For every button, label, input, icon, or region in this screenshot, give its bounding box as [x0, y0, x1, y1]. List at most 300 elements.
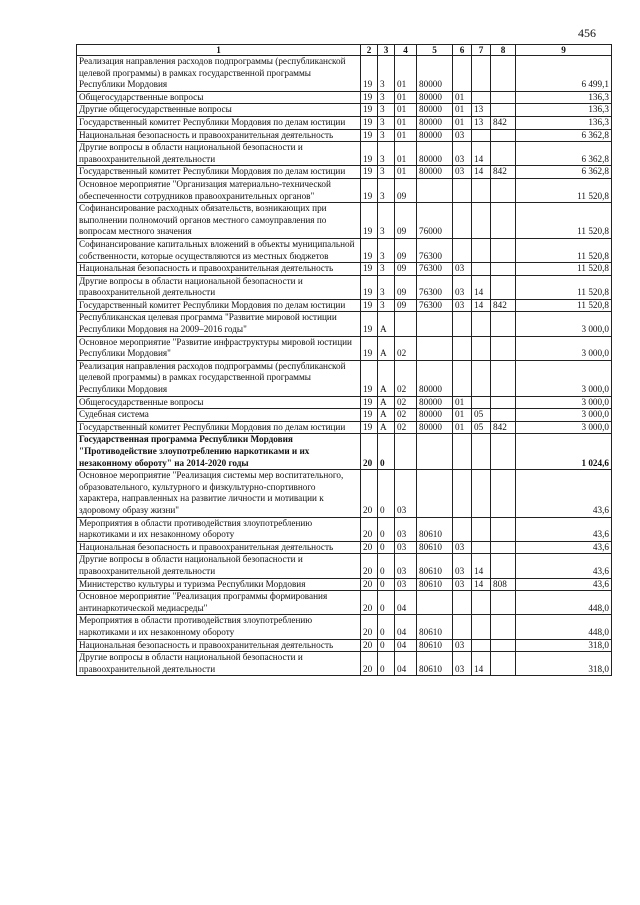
row-code-cell: 19 — [361, 263, 378, 276]
row-name-cell: Другие вопросы в области национальной безопасности и правоохранительной деятельности — [77, 554, 361, 578]
row-code-cell — [453, 517, 472, 541]
row-code-cell: 80000 — [417, 116, 453, 129]
row-code-cell: 03 — [453, 299, 472, 312]
row-code-cell — [491, 470, 516, 517]
row-code-cell: 03 — [395, 517, 417, 541]
row-code-cell: 0 — [378, 434, 395, 470]
row-amount-cell: 43,6 — [516, 470, 612, 517]
row-code-cell — [395, 434, 417, 470]
row-amount-cell: 6 362,8 — [516, 142, 612, 166]
table-row — [77, 275, 612, 299]
row-code-cell: 03 — [395, 541, 417, 554]
table-row — [77, 578, 612, 591]
row-code-cell: 04 — [395, 652, 417, 676]
row-code-cell: 3 — [378, 203, 395, 239]
row-code-cell: 20 — [361, 470, 378, 517]
row-code-cell: 03 — [395, 554, 417, 578]
row-code-cell: 3 — [378, 116, 395, 129]
row-name-cell: Мероприятия в области противодействия злоупотреблению наркотиками и их незаконному обороту — [77, 615, 361, 639]
row-code-cell: 09 — [395, 263, 417, 276]
row-name-cell: Реализация направления расходов подпрограммы (республиканской целевой программы) в рамках государственной программы Республики Мордовия — [77, 360, 361, 396]
row-name-cell: Основное мероприятие "Развитие инфраструктуры мировой юстиции Республики Мордовия" — [77, 336, 361, 360]
row-name-cell: Реализация направления расходов подпрограммы (республиканской целевой программы) в рамках государственной программы Республики Мордовия — [77, 56, 361, 92]
row-code-cell — [472, 178, 491, 202]
row-name-cell: Мероприятия в области противодействия злоупотреблению наркотиками и их незаконному обороту — [77, 517, 361, 541]
row-code-cell: 80000 — [417, 166, 453, 179]
table-row — [77, 312, 612, 336]
row-code-cell: 13 — [472, 116, 491, 129]
row-code-cell: 20 — [361, 554, 378, 578]
row-code-cell: 76300 — [417, 275, 453, 299]
table-body — [77, 56, 612, 676]
row-code-cell: 01 — [395, 129, 417, 142]
row-code-cell: 14 — [472, 554, 491, 578]
row-code-cell: А — [378, 312, 395, 336]
row-code-cell — [491, 396, 516, 409]
row-code-cell — [472, 336, 491, 360]
row-code-cell: 01 — [395, 166, 417, 179]
row-code-cell — [472, 360, 491, 396]
header-row — [77, 45, 612, 56]
row-code-cell: 20 — [361, 652, 378, 676]
row-code-cell: 3 — [378, 263, 395, 276]
row-name-cell: Общегосударственные вопросы — [77, 91, 361, 104]
row-code-cell — [491, 615, 516, 639]
row-code-cell: 03 — [453, 275, 472, 299]
row-name-cell: Национальная безопасность и правоохранительная деятельность — [77, 129, 361, 142]
row-amount-cell: 136,3 — [516, 91, 612, 104]
table-row — [77, 360, 612, 396]
row-code-cell: 14 — [472, 578, 491, 591]
row-name-cell: Основное мероприятие "Реализация системы мер воспитательного, образовательного, культурного и физкультурно-спортивного характера, направленных на развитие личности и мотивации к здоровому образу жизни" — [77, 470, 361, 517]
header-cell-7: 7 — [472, 45, 491, 56]
table-row — [77, 263, 612, 276]
row-name-cell: Другие вопросы в области национальной безопасности и правоохранительной деятельности — [77, 652, 361, 676]
row-code-cell: 19 — [361, 238, 378, 262]
row-code-cell: 05 — [472, 409, 491, 422]
row-code-cell — [472, 470, 491, 517]
row-code-cell: 19 — [361, 312, 378, 336]
row-amount-cell: 136,3 — [516, 116, 612, 129]
row-code-cell: 19 — [361, 116, 378, 129]
row-code-cell: 19 — [361, 178, 378, 202]
row-name-cell: Государственный комитет Республики Мордовия по делам юстиции — [77, 421, 361, 434]
row-amount-cell: 318,0 — [516, 652, 612, 676]
row-amount-cell: 43,6 — [516, 517, 612, 541]
row-code-cell: А — [378, 360, 395, 396]
row-code-cell: 842 — [491, 299, 516, 312]
row-code-cell — [491, 275, 516, 299]
row-code-cell — [491, 142, 516, 166]
row-code-cell — [491, 639, 516, 652]
row-code-cell — [472, 517, 491, 541]
row-code-cell: 02 — [395, 409, 417, 422]
row-name-cell: Государственный комитет Республики Мордовия по делам юстиции — [77, 116, 361, 129]
row-code-cell: 01 — [395, 91, 417, 104]
table-row — [77, 203, 612, 239]
row-code-cell: 03 — [395, 578, 417, 591]
table-row — [77, 178, 612, 202]
row-name-cell: Основное мероприятие "Организация материально-технической обеспеченности сотрудников правоохранительных органов" — [77, 178, 361, 202]
row-code-cell: 01 — [453, 421, 472, 434]
table-row — [77, 554, 612, 578]
row-code-cell — [453, 336, 472, 360]
row-code-cell: 0 — [378, 591, 395, 615]
row-code-cell: 80610 — [417, 615, 453, 639]
row-code-cell: 80610 — [417, 541, 453, 554]
table-row — [77, 299, 612, 312]
row-amount-cell: 3 000,0 — [516, 336, 612, 360]
row-code-cell — [491, 517, 516, 541]
table-row — [77, 615, 612, 639]
table-row — [77, 434, 612, 470]
row-code-cell: 09 — [395, 203, 417, 239]
row-code-cell — [491, 238, 516, 262]
row-name-cell: Другие вопросы в области национальной безопасности и правоохранительной деятельности — [77, 275, 361, 299]
table-row — [77, 116, 612, 129]
table-row — [77, 166, 612, 179]
row-code-cell — [453, 178, 472, 202]
row-name-cell: Другие общегосударственные вопросы — [77, 104, 361, 117]
row-code-cell: А — [378, 396, 395, 409]
header-cell-1: 1 — [77, 45, 361, 56]
row-code-cell — [491, 91, 516, 104]
row-code-cell: 842 — [491, 421, 516, 434]
row-code-cell — [472, 56, 491, 92]
row-code-cell: 80000 — [417, 104, 453, 117]
row-code-cell: 3 — [378, 129, 395, 142]
row-amount-cell: 6 499,1 — [516, 56, 612, 92]
row-code-cell: 19 — [361, 409, 378, 422]
row-code-cell: 80000 — [417, 421, 453, 434]
row-code-cell: 01 — [395, 142, 417, 166]
row-code-cell: 76300 — [417, 263, 453, 276]
table-row — [77, 639, 612, 652]
row-code-cell — [453, 434, 472, 470]
row-code-cell: 3 — [378, 275, 395, 299]
table-row — [77, 591, 612, 615]
row-code-cell: 808 — [491, 578, 516, 591]
table-row — [77, 652, 612, 676]
row-name-cell: Национальная безопасность и правоохранительная деятельность — [77, 263, 361, 276]
row-code-cell: 19 — [361, 142, 378, 166]
row-code-cell: 01 — [453, 396, 472, 409]
row-amount-cell: 6 362,8 — [516, 166, 612, 179]
row-name-cell: Основное мероприятие "Реализация программы формирования антинаркотической медиасреды" — [77, 591, 361, 615]
table-row — [77, 421, 612, 434]
row-name-cell: Национальная безопасность и правоохранительная деятельность — [77, 639, 361, 652]
header-cell-4: 4 — [395, 45, 417, 56]
table-row — [77, 104, 612, 117]
row-code-cell: 842 — [491, 166, 516, 179]
row-code-cell: 3 — [378, 299, 395, 312]
row-code-cell: 3 — [378, 104, 395, 117]
row-amount-cell: 3 000,0 — [516, 396, 612, 409]
row-code-cell — [472, 615, 491, 639]
row-code-cell: 09 — [395, 275, 417, 299]
header-cell-3: 3 — [378, 45, 395, 56]
row-name-cell: Общегосударственные вопросы — [77, 396, 361, 409]
row-amount-cell: 43,6 — [516, 541, 612, 554]
row-amount-cell: 11 520,8 — [516, 238, 612, 262]
table-row — [77, 56, 612, 92]
row-code-cell: 01 — [395, 104, 417, 117]
row-code-cell: 09 — [395, 299, 417, 312]
row-code-cell: 842 — [491, 116, 516, 129]
row-code-cell — [417, 178, 453, 202]
row-amount-cell: 136,3 — [516, 104, 612, 117]
row-code-cell: 04 — [395, 591, 417, 615]
row-code-cell: 03 — [453, 639, 472, 652]
row-code-cell: 20 — [361, 615, 378, 639]
row-code-cell: 20 — [361, 578, 378, 591]
row-amount-cell: 11 520,8 — [516, 203, 612, 239]
row-code-cell: 3 — [378, 91, 395, 104]
row-code-cell: 76300 — [417, 299, 453, 312]
row-code-cell — [491, 336, 516, 360]
row-code-cell: 80000 — [417, 142, 453, 166]
row-code-cell: 02 — [395, 396, 417, 409]
row-code-cell — [453, 203, 472, 239]
row-code-cell — [417, 336, 453, 360]
row-amount-cell: 1 024,6 — [516, 434, 612, 470]
row-code-cell: А — [378, 336, 395, 360]
row-code-cell: 03 — [453, 166, 472, 179]
row-code-cell — [491, 591, 516, 615]
table-row — [77, 238, 612, 262]
row-code-cell: 3 — [378, 178, 395, 202]
row-code-cell: 0 — [378, 639, 395, 652]
table-row — [77, 396, 612, 409]
row-code-cell — [491, 360, 516, 396]
row-code-cell — [491, 129, 516, 142]
row-code-cell — [453, 56, 472, 92]
row-code-cell: 01 — [453, 104, 472, 117]
row-code-cell: А — [378, 409, 395, 422]
row-code-cell: 80000 — [417, 56, 453, 92]
row-code-cell: 80000 — [417, 409, 453, 422]
row-code-cell — [472, 129, 491, 142]
row-code-cell: 19 — [361, 91, 378, 104]
row-code-cell: 3 — [378, 238, 395, 262]
row-code-cell — [491, 178, 516, 202]
row-amount-cell: 11 520,8 — [516, 275, 612, 299]
row-code-cell: 80610 — [417, 554, 453, 578]
row-code-cell — [472, 639, 491, 652]
row-amount-cell: 3 000,0 — [516, 312, 612, 336]
row-code-cell: 19 — [361, 421, 378, 434]
row-code-cell: 0 — [378, 470, 395, 517]
row-code-cell: 19 — [361, 203, 378, 239]
row-code-cell: 80610 — [417, 517, 453, 541]
table-row — [77, 409, 612, 422]
row-code-cell — [472, 203, 491, 239]
row-code-cell: 19 — [361, 104, 378, 117]
row-code-cell: 03 — [453, 578, 472, 591]
row-code-cell — [472, 238, 491, 262]
row-code-cell: 14 — [472, 652, 491, 676]
row-code-cell: 20 — [361, 591, 378, 615]
row-name-cell: Софинансирование капитальных вложений в объекты муниципальной собственности, которые осуществляются из местных бюджетов — [77, 238, 361, 262]
row-code-cell: 03 — [453, 554, 472, 578]
row-code-cell — [472, 263, 491, 276]
header-cell-9: 9 — [516, 45, 612, 56]
row-code-cell: 0 — [378, 578, 395, 591]
row-code-cell: А — [378, 421, 395, 434]
row-code-cell: 20 — [361, 639, 378, 652]
row-code-cell: 19 — [361, 299, 378, 312]
row-code-cell — [491, 409, 516, 422]
row-amount-cell: 43,6 — [516, 578, 612, 591]
row-code-cell — [453, 470, 472, 517]
row-code-cell: 03 — [453, 129, 472, 142]
row-name-cell: Софинансирование расходных обязательств, возникающих при выполнении полномочий органов местного самоуправления по вопросам местного значения — [77, 203, 361, 239]
row-code-cell: 03 — [395, 470, 417, 517]
row-code-cell: 19 — [361, 336, 378, 360]
row-code-cell: 80000 — [417, 91, 453, 104]
row-code-cell: 01 — [453, 409, 472, 422]
row-code-cell: 01 — [453, 116, 472, 129]
row-name-cell: Министерство культуры и туризма Республики Мордовия — [77, 578, 361, 591]
row-code-cell — [453, 591, 472, 615]
row-code-cell — [472, 434, 491, 470]
row-code-cell — [453, 360, 472, 396]
row-code-cell: 02 — [395, 336, 417, 360]
row-amount-cell: 11 520,8 — [516, 178, 612, 202]
row-code-cell: 02 — [395, 360, 417, 396]
row-code-cell: 20 — [361, 434, 378, 470]
row-code-cell: 14 — [472, 166, 491, 179]
row-name-cell: Другие вопросы в области национальной безопасности и правоохранительной деятельности — [77, 142, 361, 166]
row-code-cell: 76300 — [417, 238, 453, 262]
row-code-cell — [395, 312, 417, 336]
row-code-cell: 03 — [453, 652, 472, 676]
row-code-cell: 02 — [395, 421, 417, 434]
row-code-cell — [491, 104, 516, 117]
row-name-cell: Республиканская целевая программа "Развитие мировой юстиции Республики Мордовия на 2009–2016 годы" — [77, 312, 361, 336]
row-code-cell: 0 — [378, 652, 395, 676]
row-code-cell — [417, 434, 453, 470]
row-code-cell — [472, 541, 491, 554]
header-cell-2: 2 — [361, 45, 378, 56]
row-code-cell: 04 — [395, 615, 417, 639]
row-amount-cell: 3 000,0 — [516, 360, 612, 396]
row-code-cell: 80610 — [417, 652, 453, 676]
row-code-cell: 80000 — [417, 129, 453, 142]
row-code-cell — [491, 312, 516, 336]
row-amount-cell: 3 000,0 — [516, 421, 612, 434]
header-cell-6: 6 — [453, 45, 472, 56]
row-code-cell: 14 — [472, 142, 491, 166]
row-code-cell: 03 — [453, 541, 472, 554]
table-row — [77, 91, 612, 104]
row-code-cell: 19 — [361, 166, 378, 179]
row-code-cell: 76000 — [417, 203, 453, 239]
row-code-cell: 80610 — [417, 578, 453, 591]
row-code-cell — [491, 652, 516, 676]
row-code-cell: 03 — [453, 142, 472, 166]
row-amount-cell: 448,0 — [516, 615, 612, 639]
row-name-cell: Государственный комитет Республики Мордовия по делам юстиции — [77, 166, 361, 179]
row-code-cell: 20 — [361, 541, 378, 554]
row-code-cell — [491, 554, 516, 578]
row-amount-cell: 43,6 — [516, 554, 612, 578]
row-code-cell — [453, 238, 472, 262]
row-code-cell: 3 — [378, 56, 395, 92]
table-row — [77, 142, 612, 166]
row-code-cell: 3 — [378, 142, 395, 166]
row-amount-cell: 6 362,8 — [516, 129, 612, 142]
header-cell-8: 8 — [491, 45, 516, 56]
row-code-cell — [491, 434, 516, 470]
row-code-cell: 19 — [361, 275, 378, 299]
row-code-cell — [491, 203, 516, 239]
table-row — [77, 541, 612, 554]
row-code-cell — [491, 56, 516, 92]
row-name-cell: Государственный комитет Республики Мордовия по делам юстиции — [77, 299, 361, 312]
row-code-cell — [472, 591, 491, 615]
table-row — [77, 470, 612, 517]
row-name-cell: Государственная программа Республики Мордовия "Противодействие злоупотреблению наркотиками и их незаконному обороту" на 2014-2020 годы — [77, 434, 361, 470]
row-code-cell: 0 — [378, 541, 395, 554]
row-code-cell: 04 — [395, 639, 417, 652]
budget-table — [76, 44, 612, 676]
row-amount-cell: 11 520,8 — [516, 263, 612, 276]
row-code-cell — [491, 541, 516, 554]
table-row — [77, 517, 612, 541]
row-code-cell: 14 — [472, 275, 491, 299]
row-code-cell: 05 — [472, 421, 491, 434]
row-code-cell: 20 — [361, 517, 378, 541]
row-code-cell — [472, 396, 491, 409]
row-code-cell: 09 — [395, 238, 417, 262]
header-cell-5: 5 — [417, 45, 453, 56]
row-code-cell — [453, 312, 472, 336]
row-code-cell: 01 — [395, 56, 417, 92]
row-code-cell: 80610 — [417, 639, 453, 652]
row-code-cell — [417, 591, 453, 615]
row-code-cell: 0 — [378, 554, 395, 578]
row-code-cell — [472, 91, 491, 104]
row-code-cell: 3 — [378, 166, 395, 179]
row-code-cell — [417, 470, 453, 517]
row-amount-cell: 11 520,8 — [516, 299, 612, 312]
row-code-cell: 03 — [453, 263, 472, 276]
row-amount-cell: 448,0 — [516, 591, 612, 615]
row-code-cell: 19 — [361, 129, 378, 142]
row-code-cell: 01 — [395, 116, 417, 129]
row-code-cell — [417, 312, 453, 336]
row-name-cell: Судебная система — [77, 409, 361, 422]
row-code-cell — [453, 615, 472, 639]
table-row — [77, 336, 612, 360]
row-code-cell: 19 — [361, 396, 378, 409]
row-code-cell — [472, 312, 491, 336]
row-code-cell: 09 — [395, 178, 417, 202]
row-code-cell — [491, 263, 516, 276]
page-number: 456 — [578, 26, 596, 40]
row-name-cell: Национальная безопасность и правоохранительная деятельность — [77, 541, 361, 554]
table-row — [77, 129, 612, 142]
row-code-cell: 0 — [378, 517, 395, 541]
row-amount-cell: 318,0 — [516, 639, 612, 652]
row-code-cell: 80000 — [417, 396, 453, 409]
row-code-cell: 19 — [361, 56, 378, 92]
row-code-cell: 13 — [472, 104, 491, 117]
row-code-cell: 01 — [453, 91, 472, 104]
row-code-cell: 14 — [472, 299, 491, 312]
row-amount-cell: 3 000,0 — [516, 409, 612, 422]
